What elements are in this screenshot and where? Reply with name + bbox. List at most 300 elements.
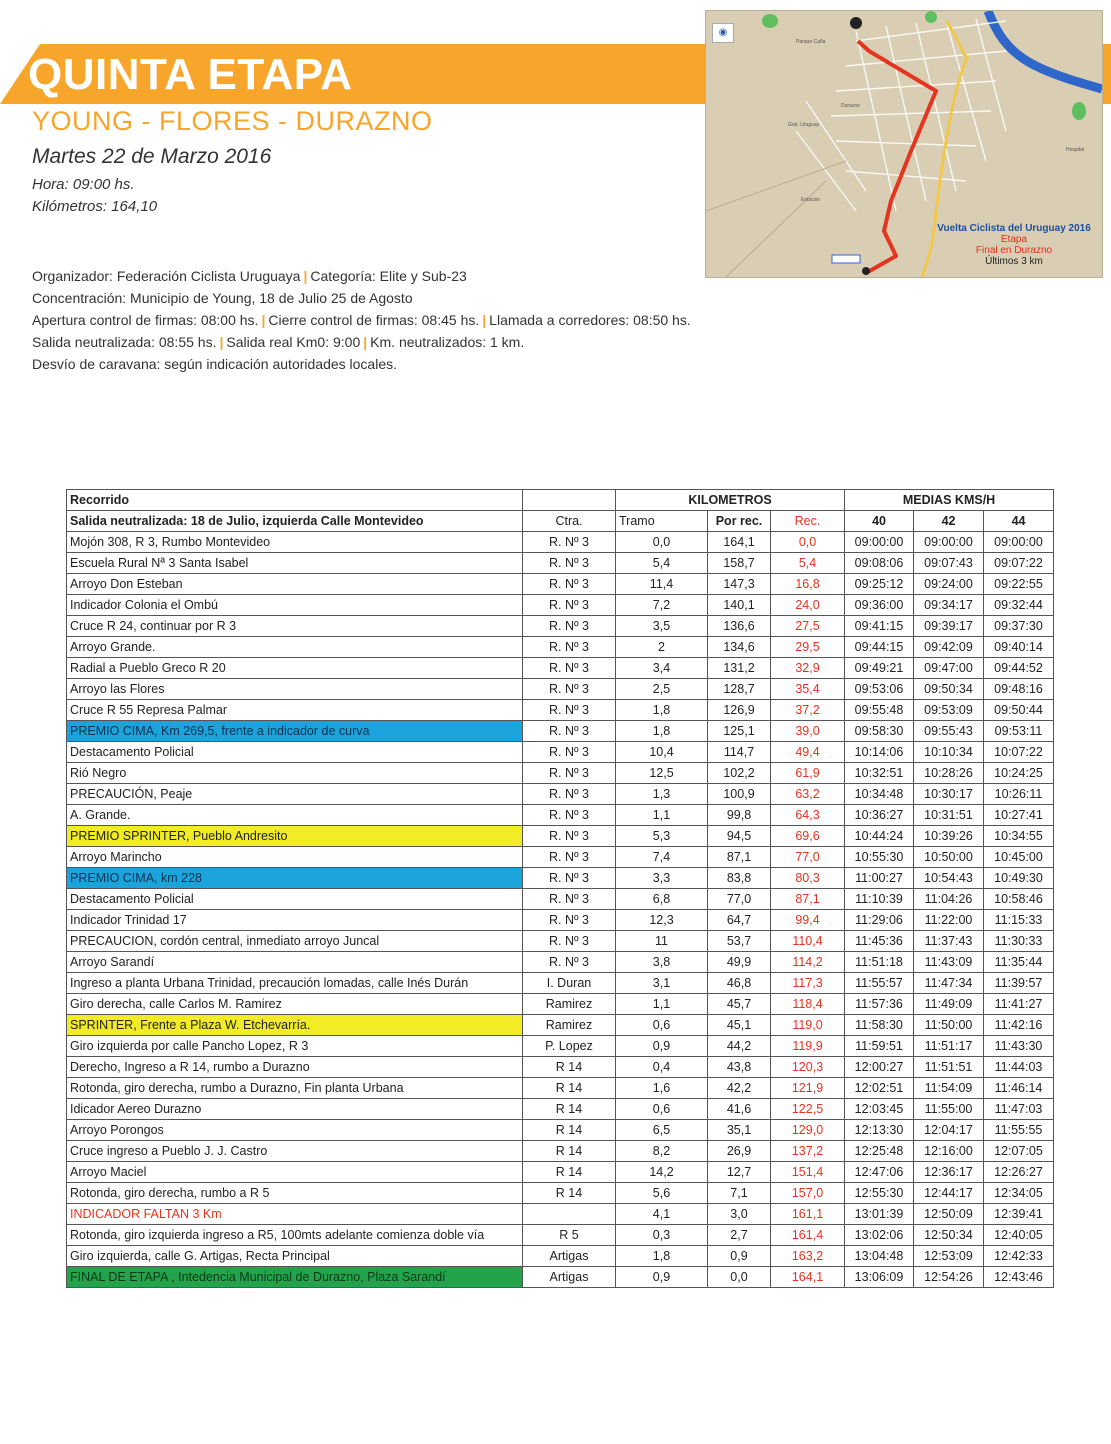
cell-time-42: 11:37:43	[914, 931, 984, 952]
header-rec: Rec.	[771, 511, 845, 532]
cell-time-42: 10:50:00	[914, 847, 984, 868]
cell-time-44: 09:00:00	[984, 532, 1054, 553]
stage-title: QUINTA ETAPA	[28, 50, 353, 99]
cell-time-44: 12:39:41	[984, 1204, 1054, 1225]
cell-time-44: 10:45:00	[984, 847, 1054, 868]
cell-covered: 29,5	[771, 637, 845, 658]
cell-segment: 0,3	[616, 1225, 708, 1246]
table-row	[67, 1099, 1054, 1120]
cell-location: SPRINTER, Frente a Plaza W. Etchevarría.	[67, 1015, 523, 1036]
cell-segment: 11	[616, 931, 708, 952]
cell-segment: 3,3	[616, 868, 708, 889]
cell-time-44: 12:40:05	[984, 1225, 1054, 1246]
cell-location: Arroyo las Flores	[67, 679, 523, 700]
cell-segment: 6,8	[616, 889, 708, 910]
cell-location: INDICADOR FALTAN 3 Km	[67, 1204, 523, 1225]
cell-remaining: 64,7	[708, 910, 771, 931]
table-row	[67, 700, 1054, 721]
table-row	[67, 742, 1054, 763]
cell-remaining: 83,8	[708, 868, 771, 889]
header-kilometros: KILOMETROS	[616, 490, 845, 511]
cell-remaining: 7,1	[708, 1183, 771, 1204]
svg-text:Parque Caña: Parque Caña	[796, 39, 826, 45]
header-speed-42: 42	[914, 511, 984, 532]
table-row	[67, 637, 1054, 658]
table-row	[67, 1120, 1054, 1141]
cell-time-40: 11:00:27	[845, 868, 914, 889]
table-row	[67, 1246, 1054, 1267]
cell-remaining: 136,6	[708, 616, 771, 637]
cell-remaining: 77,0	[708, 889, 771, 910]
cell-time-42: 11:54:09	[914, 1078, 984, 1099]
cell-location: Indicador Colonia el Ombú	[67, 595, 523, 616]
cell-road: R 14	[523, 1141, 616, 1162]
cell-location: Arroyo Porongos	[67, 1120, 523, 1141]
neutral-start: Salida neutralizada: 08:55 hs.	[32, 334, 217, 350]
cell-segment: 1,1	[616, 805, 708, 826]
cell-time-42: 09:55:43	[914, 721, 984, 742]
cell-time-40: 12:13:30	[845, 1120, 914, 1141]
info-line-1: Organizador: Federación Ciclista Uruguaya | Categoría: Elite y Sub-23	[32, 268, 467, 284]
cell-time-42: 10:10:34	[914, 742, 984, 763]
cell-covered: 80,3	[771, 868, 845, 889]
cell-time-40: 11:45:36	[845, 931, 914, 952]
cell-time-44: 09:32:44	[984, 595, 1054, 616]
signing-open: Apertura control de firmas: 08:00 hs.	[32, 312, 259, 328]
cell-road: R. Nº 3	[523, 847, 616, 868]
cell-time-40: 13:02:06	[845, 1225, 914, 1246]
cell-covered: 120,3	[771, 1057, 845, 1078]
cell-time-44: 10:58:46	[984, 889, 1054, 910]
cell-location: Derecho, Ingreso a R 14, rumbo a Durazno	[67, 1057, 523, 1078]
cell-road: R 14	[523, 1078, 616, 1099]
table-row	[67, 1078, 1054, 1099]
cell-location: Cruce ingreso a Pueblo J. J. Castro	[67, 1141, 523, 1162]
table-row	[67, 721, 1054, 742]
cell-covered: 110,4	[771, 931, 845, 952]
cell-time-42: 09:07:43	[914, 553, 984, 574]
cell-time-44: 09:37:30	[984, 616, 1054, 637]
cell-time-40: 11:58:30	[845, 1015, 914, 1036]
cell-remaining: 158,7	[708, 553, 771, 574]
cell-remaining: 26,9	[708, 1141, 771, 1162]
cell-segment: 3,1	[616, 973, 708, 994]
cell-location: Giro izquierda por calle Pancho Lopez, R 3	[67, 1036, 523, 1057]
table-row	[67, 868, 1054, 889]
cell-segment: 3,8	[616, 952, 708, 973]
cell-covered: 24,0	[771, 595, 845, 616]
cell-location: Arroyo Grande.	[67, 637, 523, 658]
cell-remaining: 164,1	[708, 532, 771, 553]
cell-remaining: 53,7	[708, 931, 771, 952]
cell-covered: 37,2	[771, 700, 845, 721]
cell-segment: 3,4	[616, 658, 708, 679]
cell-road: R. Nº 3	[523, 595, 616, 616]
cell-remaining: 49,9	[708, 952, 771, 973]
cell-location: Arroyo Sarandí	[67, 952, 523, 973]
cell-time-44: 10:26:11	[984, 784, 1054, 805]
svg-text:Hospital: Hospital	[1066, 147, 1085, 153]
cell-remaining: 114,7	[708, 742, 771, 763]
cell-road: R 14	[523, 1162, 616, 1183]
table-row	[67, 763, 1054, 784]
cell-road: Ramirez	[523, 1015, 616, 1036]
cell-time-44: 10:07:22	[984, 742, 1054, 763]
cell-location: Rotonda, giro derecha, rumbo a R 5	[67, 1183, 523, 1204]
cell-time-44: 09:50:44	[984, 700, 1054, 721]
cell-location: Escuela Rural Nª 3 Santa Isabel	[67, 553, 523, 574]
map-caption-line4: Últimos 3 km	[985, 256, 1043, 267]
cell-location: Arroyo Don Esteban	[67, 574, 523, 595]
cell-remaining: 3,0	[708, 1204, 771, 1225]
cell-time-44: 12:42:33	[984, 1246, 1054, 1267]
cell-time-40: 12:02:51	[845, 1078, 914, 1099]
cell-covered: 119,0	[771, 1015, 845, 1036]
cell-remaining: 125,1	[708, 721, 771, 742]
cell-covered: 64,3	[771, 805, 845, 826]
stage-date: Martes 22 de Marzo 2016	[32, 145, 272, 168]
header-recorrido: Recorrido	[67, 490, 523, 511]
info-line-3: Apertura control de firmas: 08:00 hs. | Cierre control de firmas: 08:45 hs. | Llamada a corredores: 08:50 hs.	[32, 312, 691, 328]
cell-time-42: 12:36:17	[914, 1162, 984, 1183]
cell-time-44: 10:24:25	[984, 763, 1054, 784]
cell-time-40: 09:44:15	[845, 637, 914, 658]
cell-location: Idicador Aereo Durazno	[67, 1099, 523, 1120]
cell-time-40: 10:36:27	[845, 805, 914, 826]
category: Categoría: Elite y Sub-23	[310, 268, 467, 284]
cell-location: Mojón 308, R 3, Rumbo Montevideo	[67, 532, 523, 553]
cell-covered: 69,6	[771, 826, 845, 847]
cell-time-42: 12:04:17	[914, 1120, 984, 1141]
cell-segment: 5,4	[616, 553, 708, 574]
cell-location: Rió Negro	[67, 763, 523, 784]
header-empty	[523, 490, 616, 511]
cell-time-42: 10:39:26	[914, 826, 984, 847]
cell-road: R 5	[523, 1225, 616, 1246]
table-row	[67, 1225, 1054, 1246]
cell-segment: 11,4	[616, 574, 708, 595]
cell-covered: 137,2	[771, 1141, 845, 1162]
cell-time-40: 09:49:21	[845, 658, 914, 679]
cell-road: R 14	[523, 1183, 616, 1204]
cell-covered: 99,4	[771, 910, 845, 931]
cell-remaining: 102,2	[708, 763, 771, 784]
header-speed-44: 44	[984, 511, 1054, 532]
table-row	[67, 574, 1054, 595]
header-ctra: Ctra.	[523, 511, 616, 532]
cell-remaining: 147,3	[708, 574, 771, 595]
cell-road: R. Nº 3	[523, 574, 616, 595]
table-row	[67, 1015, 1054, 1036]
cell-location: Indicador Trinidad 17	[67, 910, 523, 931]
cell-road: Ramirez	[523, 994, 616, 1015]
map-caption	[928, 223, 1100, 267]
cell-covered: 27,5	[771, 616, 845, 637]
cell-time-44: 11:15:33	[984, 910, 1054, 931]
cell-segment: 12,5	[616, 763, 708, 784]
cell-segment: 2	[616, 637, 708, 658]
cell-remaining: 44,2	[708, 1036, 771, 1057]
table-row	[67, 805, 1054, 826]
cell-road: R. Nº 3	[523, 637, 616, 658]
cell-time-44: 12:26:27	[984, 1162, 1054, 1183]
cell-covered: 122,5	[771, 1099, 845, 1120]
cell-time-42: 12:53:09	[914, 1246, 984, 1267]
cell-time-44: 10:27:41	[984, 805, 1054, 826]
cell-time-40: 12:00:27	[845, 1057, 914, 1078]
cell-time-42: 11:55:00	[914, 1099, 984, 1120]
cell-time-44: 11:47:03	[984, 1099, 1054, 1120]
table-row	[67, 595, 1054, 616]
cell-time-40: 09:41:15	[845, 616, 914, 637]
cell-time-40: 13:06:09	[845, 1267, 914, 1288]
cell-time-44: 11:55:55	[984, 1120, 1054, 1141]
cell-location: Radial a Pueblo Greco R 20	[67, 658, 523, 679]
stage-info	[32, 265, 691, 375]
cell-road: R. Nº 3	[523, 763, 616, 784]
cell-segment: 2,5	[616, 679, 708, 700]
cell-road: R. Nº 3	[523, 931, 616, 952]
cell-time-42: 10:31:51	[914, 805, 984, 826]
cell-time-42: 09:00:00	[914, 532, 984, 553]
cell-road: P. Lopez	[523, 1036, 616, 1057]
cell-remaining: 134,6	[708, 637, 771, 658]
cell-remaining: 41,6	[708, 1099, 771, 1120]
route-map	[705, 10, 1103, 278]
cell-road: R 14	[523, 1120, 616, 1141]
table-row	[67, 847, 1054, 868]
cell-time-42: 11:22:00	[914, 910, 984, 931]
cell-time-42: 11:51:17	[914, 1036, 984, 1057]
cell-remaining: 140,1	[708, 595, 771, 616]
cell-covered: 117,3	[771, 973, 845, 994]
cell-location: Giro izquierda, calle G. Artigas, Recta Principal	[67, 1246, 523, 1267]
cell-road: R. Nº 3	[523, 553, 616, 574]
cell-location: Ingreso a planta Urbana Trinidad, precaución lomadas, calle Inés Durán	[67, 973, 523, 994]
cell-time-44: 09:53:11	[984, 721, 1054, 742]
cell-road: Artigas	[523, 1246, 616, 1267]
cell-location: Arroyo Maciel	[67, 1162, 523, 1183]
cell-segment: 14,2	[616, 1162, 708, 1183]
cell-covered: 0,0	[771, 532, 845, 553]
header-tramo: Tramo	[616, 511, 708, 532]
cell-time-42: 11:43:09	[914, 952, 984, 973]
cell-time-40: 11:10:39	[845, 889, 914, 910]
cell-time-40: 10:32:51	[845, 763, 914, 784]
cell-time-42: 09:50:34	[914, 679, 984, 700]
cell-time-42: 10:28:26	[914, 763, 984, 784]
cell-location: Rotonda, giro izquierda ingreso a R5, 100mts adelante comienza doble vía	[67, 1225, 523, 1246]
cell-remaining: 45,1	[708, 1015, 771, 1036]
cell-time-40: 10:55:30	[845, 847, 914, 868]
table-row	[67, 973, 1054, 994]
table-row	[67, 679, 1054, 700]
table-row	[67, 1204, 1054, 1225]
cell-remaining: 131,2	[708, 658, 771, 679]
cell-time-42: 10:30:17	[914, 784, 984, 805]
cell-segment: 0,6	[616, 1099, 708, 1120]
cell-time-42: 09:24:00	[914, 574, 984, 595]
cell-location: FINAL DE ETAPA , Intedencia Municipal de Durazno, Plaza Sarandí	[67, 1267, 523, 1288]
cell-remaining: 12,7	[708, 1162, 771, 1183]
cell-road: R. Nº 3	[523, 826, 616, 847]
cell-covered: 114,2	[771, 952, 845, 973]
cell-segment: 0,4	[616, 1057, 708, 1078]
cell-time-40: 12:03:45	[845, 1099, 914, 1120]
cell-road: I. Duran	[523, 973, 616, 994]
cell-time-42: 12:16:00	[914, 1141, 984, 1162]
cell-road: R. Nº 3	[523, 658, 616, 679]
cell-location: Destacamento Policial	[67, 742, 523, 763]
cell-location: PREMIO CIMA, km 228	[67, 868, 523, 889]
header-medias: MEDIAS KMS/H	[845, 490, 1054, 511]
header-salida: Salida neutralizada: 18 de Julio, izquierda Calle Montevideo	[67, 511, 523, 532]
cell-segment: 1,8	[616, 700, 708, 721]
cell-time-44: 11:43:30	[984, 1036, 1054, 1057]
cell-time-40: 10:34:48	[845, 784, 914, 805]
cell-time-42: 09:34:17	[914, 595, 984, 616]
cell-location: PRECAUCIÓN, Peaje	[67, 784, 523, 805]
cell-time-44: 09:44:52	[984, 658, 1054, 679]
cell-covered: 63,2	[771, 784, 845, 805]
cell-time-40: 13:04:48	[845, 1246, 914, 1267]
cell-remaining: 128,7	[708, 679, 771, 700]
table-row	[67, 910, 1054, 931]
organizer: Organizador: Federación Ciclista Uruguaya	[32, 268, 301, 284]
cell-time-42: 11:50:00	[914, 1015, 984, 1036]
cell-time-42: 12:54:26	[914, 1267, 984, 1288]
cell-segment: 8,2	[616, 1141, 708, 1162]
cell-location: Cruce R 55 Represa Palmar	[67, 700, 523, 721]
locate-icon: ◉	[712, 23, 734, 43]
cell-time-42: 10:54:43	[914, 868, 984, 889]
cell-road: R 14	[523, 1057, 616, 1078]
cell-remaining: 2,7	[708, 1225, 771, 1246]
svg-text:Gral. Uruguay: Gral. Uruguay	[788, 122, 820, 128]
cell-time-40: 11:51:18	[845, 952, 914, 973]
cell-time-42: 11:47:34	[914, 973, 984, 994]
cell-remaining: 43,8	[708, 1057, 771, 1078]
cell-time-44: 12:07:05	[984, 1141, 1054, 1162]
cell-segment: 7,2	[616, 595, 708, 616]
cell-road: R. Nº 3	[523, 721, 616, 742]
map-caption-line2: Etapa	[1000, 234, 1028, 245]
concentration: Concentración: Municipio de Young, 18 de Julio 25 de Agosto	[32, 290, 413, 306]
cell-time-42: 12:50:34	[914, 1225, 984, 1246]
cell-location: PREMIO SPRINTER, Pueblo Andresito	[67, 826, 523, 847]
cell-road: R. Nº 3	[523, 805, 616, 826]
cell-road: Artigas	[523, 1267, 616, 1288]
cell-remaining: 45,7	[708, 994, 771, 1015]
cell-road: R. Nº 3	[523, 910, 616, 931]
cell-time-42: 11:04:26	[914, 889, 984, 910]
table-row	[67, 658, 1054, 679]
cell-time-42: 09:39:17	[914, 616, 984, 637]
cell-time-44: 10:34:55	[984, 826, 1054, 847]
svg-text:Durazno: Durazno	[841, 103, 860, 109]
cell-road	[523, 1204, 616, 1225]
map-caption-line3: Final en Durazno	[975, 245, 1053, 256]
stage-subtitle: YOUNG - FLORES - DURAZNO	[32, 106, 433, 136]
table-row	[67, 1267, 1054, 1288]
header-por-rec: Por rec.	[708, 511, 771, 532]
cell-location: PRECAUCION, cordón central, inmediato arroyo Juncal	[67, 931, 523, 952]
cell-remaining: 42,2	[708, 1078, 771, 1099]
table-row	[67, 532, 1054, 553]
cell-covered: 119,9	[771, 1036, 845, 1057]
table-row	[67, 1057, 1054, 1078]
map-caption-title: Vuelta Ciclista del Uruguay 2016	[937, 223, 1091, 234]
cell-covered: 151,4	[771, 1162, 845, 1183]
table-row	[67, 1141, 1054, 1162]
cell-time-44: 09:07:22	[984, 553, 1054, 574]
cell-time-40: 11:55:57	[845, 973, 914, 994]
cell-time-42: 09:47:00	[914, 658, 984, 679]
info-line-2	[32, 287, 691, 309]
cell-covered: 129,0	[771, 1120, 845, 1141]
cell-time-42: 12:50:09	[914, 1204, 984, 1225]
cell-road: R 14	[523, 1099, 616, 1120]
cell-remaining: 126,9	[708, 700, 771, 721]
signing-close: Cierre control de firmas: 08:45 hs.	[268, 312, 480, 328]
table-row	[67, 952, 1054, 973]
cell-remaining: 94,5	[708, 826, 771, 847]
info-line-4: Salida neutralizada: 08:55 hs. | Salida real Km0: 9:00 | Km. neutralizados: 1 km.	[32, 334, 525, 350]
cell-remaining: 87,1	[708, 847, 771, 868]
cell-segment: 1,8	[616, 1246, 708, 1267]
cell-remaining: 100,9	[708, 784, 771, 805]
cell-road: R. Nº 3	[523, 742, 616, 763]
cell-covered: 39,0	[771, 721, 845, 742]
cell-time-40: 09:00:00	[845, 532, 914, 553]
cell-segment: 12,3	[616, 910, 708, 931]
cell-location: Arroyo Marincho	[67, 847, 523, 868]
table-header-row-2	[67, 511, 1054, 532]
cell-time-44: 09:40:14	[984, 637, 1054, 658]
cell-covered: 121,9	[771, 1078, 845, 1099]
cell-segment: 0,9	[616, 1267, 708, 1288]
cell-location: Cruce R 24, continuar por R 3	[67, 616, 523, 637]
cell-remaining: 0,9	[708, 1246, 771, 1267]
cell-covered: 118,4	[771, 994, 845, 1015]
table-row	[67, 931, 1054, 952]
cell-road: R. Nº 3	[523, 679, 616, 700]
cell-segment: 6,5	[616, 1120, 708, 1141]
cell-time-40: 09:08:06	[845, 553, 914, 574]
svg-text:Estación: Estación	[801, 197, 821, 203]
cell-time-44: 11:30:33	[984, 931, 1054, 952]
stage-distance: Kilómetros: 164,10	[32, 198, 158, 215]
cell-location: Destacamento Policial	[67, 889, 523, 910]
cell-covered: 164,1	[771, 1267, 845, 1288]
cell-time-40: 11:29:06	[845, 910, 914, 931]
table-row	[67, 784, 1054, 805]
table-row	[67, 826, 1054, 847]
table-row	[67, 553, 1054, 574]
cell-road: R. Nº 3	[523, 889, 616, 910]
cell-time-40: 09:53:06	[845, 679, 914, 700]
table-row	[67, 1183, 1054, 1204]
cell-time-40: 09:25:12	[845, 574, 914, 595]
cell-segment: 7,4	[616, 847, 708, 868]
cell-segment: 1,8	[616, 721, 708, 742]
cell-road: R. Nº 3	[523, 616, 616, 637]
cell-location: Giro derecha, calle Carlos M. Ramirez	[67, 994, 523, 1015]
table-row	[67, 994, 1054, 1015]
table-row	[67, 1162, 1054, 1183]
cell-remaining: 35,1	[708, 1120, 771, 1141]
real-start: Salida real Km0: 9:00	[226, 334, 361, 350]
